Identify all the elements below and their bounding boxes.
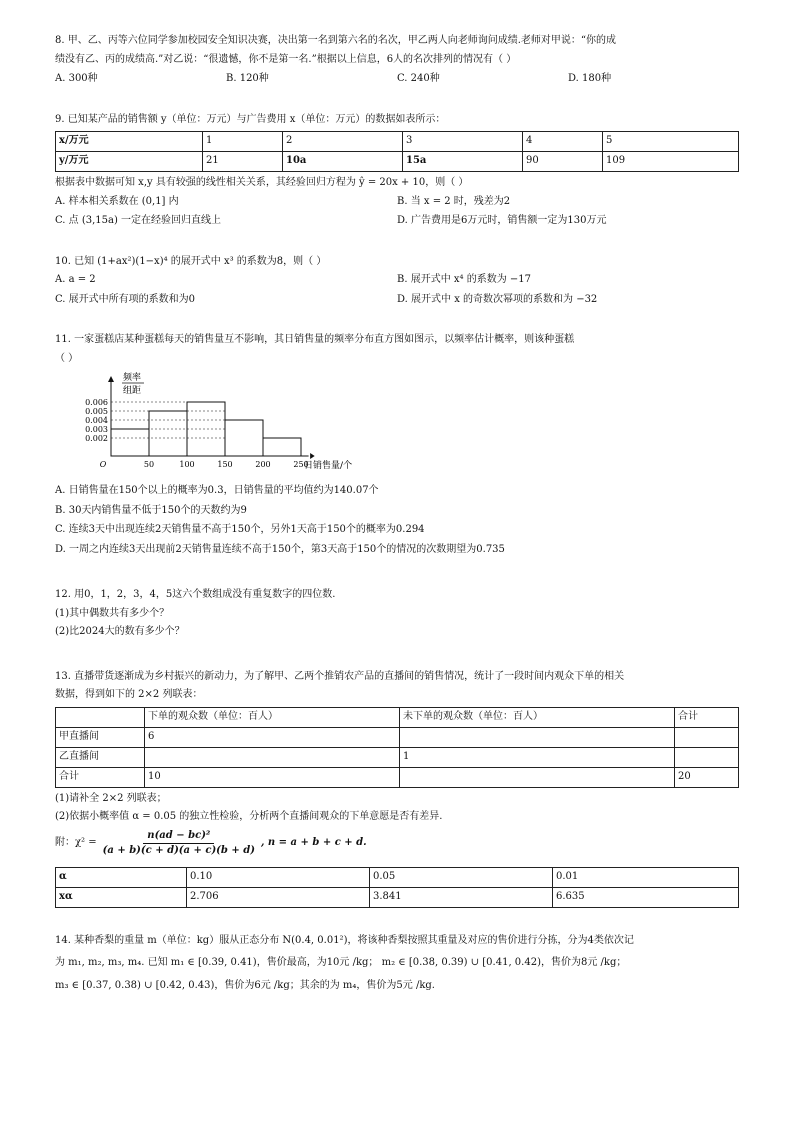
q9-option-a[interactable]: A. 样本相关系数在 (0,1] 内 [55, 195, 179, 207]
table-cell: 20 [675, 767, 739, 787]
q9-option-b[interactable]: B. 当 x = 2 时，残差为2 [397, 195, 511, 207]
chi-square-formula [55, 829, 367, 859]
formula-denominator: (a + b)(c + d)(a + c)(b + d) [102, 845, 255, 856]
table-cell: 1 [400, 747, 675, 767]
x-tick-label: 50 [143, 460, 155, 469]
q8-option-a[interactable]: A. 300种 [55, 73, 98, 84]
q9-option-d[interactable]: D. 广告费用是6万元时，销售额一定为130万元 [397, 215, 607, 226]
y-axis-arrow [108, 376, 114, 382]
table-row [56, 747, 739, 767]
table-cell: 2.706 [187, 887, 370, 907]
table-row [56, 707, 739, 727]
table-cell: 合计 [675, 707, 739, 727]
table-cell [675, 747, 739, 767]
q14-line1: 14. 某种香梨的重量 m（单位：kg）服从正态分布 N(0.4, 0.01²)，将该种香梨按照其重量及对应的售价进行分拣，分为4类依次记 [55, 934, 634, 946]
table-cell: 合计 [56, 767, 145, 787]
q12-part1: (1)其中偶数共有多少个？ [55, 607, 170, 619]
table-cell: 未下单的观众数（单位：百人） [400, 707, 675, 727]
x-tick-label: 250 [293, 460, 309, 469]
question-8 [55, 34, 739, 87]
question-13 [55, 670, 739, 908]
q10-stem: 10. 已知 (1+ax²)(1−x)⁴ 的展开式中 x³ 的系数为8，则（ ） [55, 255, 327, 267]
q8-option-d[interactable]: D. 180种 [568, 73, 612, 84]
q10-option-b[interactable]: B. 展开式中 x⁴ 的系数为 −17 [397, 274, 531, 285]
histogram-bar [225, 420, 263, 456]
table-cell: 15a [403, 152, 523, 172]
x-tick-label: 200 [255, 460, 271, 469]
q12-stem: 12. 用0，1，2，3，4，5这六个数组成没有重复数字的四位数. [55, 589, 336, 600]
table-cell [400, 727, 675, 747]
histogram-svg [77, 370, 353, 480]
q9-options [55, 195, 739, 229]
q12-part2: (2)比2024大的数有多少个？ [55, 626, 185, 637]
question-9 [55, 113, 739, 229]
x-tick-label: 100 [179, 460, 195, 469]
table-cell [145, 747, 400, 767]
table-cell: 4 [523, 132, 603, 152]
y-axis-label-top: 频率 [123, 373, 142, 383]
formula-numerator: n(ad − bc)² [143, 829, 214, 845]
x-tick-label: 150 [217, 460, 233, 469]
question-14 [55, 934, 739, 994]
q11-option-a[interactable]: A. 日销售量在150个以上的概率为0.3，日销售量的平均值约为140.07个 [55, 485, 379, 496]
table-cell: 1 [203, 132, 283, 152]
table-cell: xα [56, 887, 187, 907]
x-axis-arrow [310, 453, 315, 459]
origin-label: O [99, 460, 107, 469]
q13-part1: (1)请补全 2×2 列联表； [55, 792, 167, 804]
q9-option-c[interactable]: C. 点 (3,15a) 一定在经验回归直线上 [55, 215, 222, 226]
q10-option-a[interactable]: A. a = 2 [55, 274, 96, 285]
table-cell: 2 [283, 132, 403, 152]
histogram-bar [111, 429, 149, 456]
q13-part2: (2)依据小概率值 α = 0.05 的独立性检验，分析两个直播间观众的下单意愿是否有差异. [55, 811, 443, 822]
q11-answer-paren: （ ） [55, 352, 79, 364]
table-cell: α [56, 867, 187, 887]
table-cell: x/万元 [56, 132, 203, 152]
q10-options [55, 273, 739, 307]
histogram-bar [149, 411, 187, 456]
histogram-bar [263, 438, 301, 456]
table-cell: 21 [203, 152, 283, 172]
y-axis-label-bottom: 组距 [123, 386, 142, 396]
q8-option-c[interactable]: C. 240种 [397, 73, 440, 84]
table-cell: 下单的观众数（单位：百人） [145, 707, 400, 727]
table-cell: 甲直播间 [56, 727, 145, 747]
q13-line2: 数据，得到如下的 2×2 列联表： [55, 689, 203, 700]
y-tick-label: 0.005 [85, 407, 108, 416]
table-cell: 0.05 [370, 867, 553, 887]
table-row [56, 767, 739, 787]
x-axis-label: 日销售量/个 [304, 461, 353, 471]
q11-option-b[interactable]: B. 30天内销售量不低于150个的天数约为9 [55, 504, 247, 516]
formula-suffix: , n = a + b + c + d. [260, 837, 367, 849]
y-tick-label: 0.003 [85, 425, 108, 434]
q8-line2: 绩没有乙、丙的成绩高.”对乙说：“很遗憾，你不是第一名.”根据以上信息，6人的名次排列的情况有（ ） [55, 53, 517, 65]
y-tick-label: 0.004 [85, 416, 108, 425]
y-tick-label: 0.006 [85, 398, 108, 407]
table-cell: y/万元 [56, 152, 203, 172]
q8-line1: 8. 甲、乙、丙等六位同学参加校园安全知识决赛，决出第一名到第六名的名次，甲乙两人向老师询问成绩.老师对甲说：“你的成 [55, 35, 617, 46]
table-cell: 0.01 [553, 867, 739, 887]
table-cell [675, 727, 739, 747]
q9-data-table [55, 131, 739, 172]
q8-option-b[interactable]: B. 120种 [226, 73, 269, 84]
table-cell: 3 [403, 132, 523, 152]
table-row [56, 132, 739, 152]
table-cell: 90 [523, 152, 603, 172]
formula-fraction [103, 829, 255, 859]
question-11 [55, 333, 739, 557]
table-cell: 10 [145, 767, 400, 787]
table-row [56, 152, 739, 172]
q11-option-d[interactable]: D. 一周之内连续3天出现前2天销售量连续不高于150个，第3天高于150个的情况的次数期望为0.735 [55, 543, 505, 555]
formula-prefix: 附：χ² = [55, 837, 97, 849]
table-cell [56, 707, 145, 727]
table-cell: 10a [283, 152, 403, 172]
table-row [56, 887, 739, 907]
q13-critical-value-table [55, 867, 739, 908]
q8-options [55, 72, 739, 87]
table-cell: 0.10 [187, 867, 370, 887]
question-12 [55, 588, 739, 640]
histogram-chart [77, 370, 353, 480]
table-cell: 6 [145, 727, 400, 747]
table-row [56, 867, 739, 887]
q13-contingency-table [55, 707, 739, 788]
table-cell: 乙直播间 [56, 747, 145, 767]
table-cell: 109 [603, 152, 739, 172]
q11-option-c[interactable]: C. 连续3天中出现连续2天销售量不高于150个，另外1天高于150个的概率为0.294 [55, 524, 425, 535]
q14-line2: 为 m₁, m₂, m₃, m₄. 已知 m₁ ∈ [0.39, 0.41)，售价最高，为10元 /kg； m₂ ∈ [0.38, 0.39) ∪ [0.41, 0.42)，售价为8元 /kg； [55, 957, 627, 968]
table-row [56, 727, 739, 747]
q10-option-c[interactable]: C. 展开式中所有项的系数和为0 [55, 293, 196, 305]
table-cell: 6.635 [553, 887, 739, 907]
question-10 [55, 255, 739, 308]
table-cell [400, 767, 675, 787]
q11-stem: 11. 一家蛋糕店某种蛋糕每天的销售量互不影响，其日销售量的频率分布直方图如图示，以频率估计概率，则该种蛋糕 [55, 334, 575, 345]
q13-line1: 13. 直播带货逐渐成为乡村振兴的新动力，为了解甲、乙两个推销农产品的直播间的销售情况，统计了一段时间内观众下单的相关 [55, 670, 625, 682]
q10-option-d[interactable]: D. 展开式中 x 的奇数次幂项的系数和为 −32 [397, 293, 598, 305]
exam-page [55, 34, 739, 997]
q9-stem: 9. 已知某产品的销售额 y（单位：万元）与广告费用 x（单位：万元）的数据如表所示： [55, 113, 446, 125]
table-cell: 5 [603, 132, 739, 152]
q14-line3: m₃ ∈ [0.37, 0.38) ∪ [0.42, 0.43)，售价为6元 /kg；其余的为 m₄，售价为5元 /kg. [55, 979, 435, 991]
y-tick-label: 0.002 [85, 434, 108, 443]
table-cell: 3.841 [370, 887, 553, 907]
q9-after-text: 根据表中数据可知 x,y 具有较强的线性相关关系，其经验回归方程为 ŷ = 20x + 10，则（ ） [55, 177, 469, 188]
